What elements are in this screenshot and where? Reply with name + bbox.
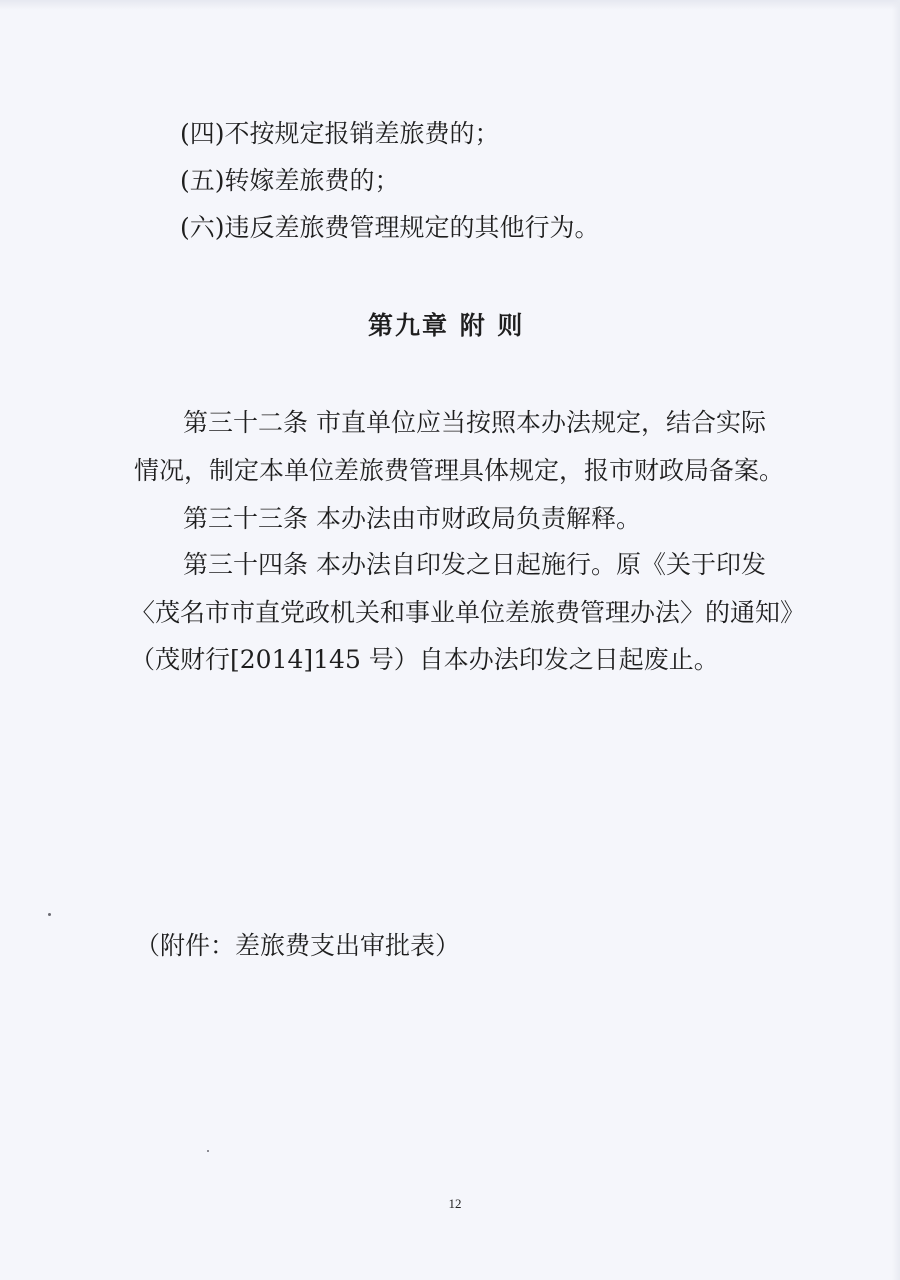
article-34-line-3: （茂财行[2014]145 号）自本办法印发之日起废止。 [130, 645, 719, 674]
article-32-line-2: 情况，制定本单位差旅费管理具体规定，报市财政局备案。 [134, 456, 785, 485]
page-number: 12 [448, 1196, 462, 1211]
article-33-line-1: 第三十三条 本办法由市财政局负责解释。 [183, 504, 641, 533]
scan-edge-right [892, 0, 900, 1280]
article-32-line-1: 第三十二条 市直单位应当按照本办法规定，结合实际 [183, 408, 766, 437]
list-item-4: (四)不按规定报销差旅费的； [180, 119, 500, 148]
scan-speck [48, 913, 51, 916]
chapter-title: 第九章 附 则 [368, 311, 525, 340]
attachment-note: （附件：差旅费支出审批表） [135, 931, 461, 960]
scan-edge-top [0, 0, 900, 10]
article-34-line-1: 第三十四条 本办法自印发之日起施行。原《关于印发 [183, 550, 766, 579]
list-item-5: (五)转嫁差旅费的； [180, 166, 400, 195]
article-34-line-2: 〈茂名市市直党政机关和事业单位差旅费管理办法〉的通知》 [130, 598, 806, 627]
scan-speck [207, 1150, 209, 1152]
list-item-6: (六)违反差旅费管理规定的其他行为。 [180, 213, 600, 242]
